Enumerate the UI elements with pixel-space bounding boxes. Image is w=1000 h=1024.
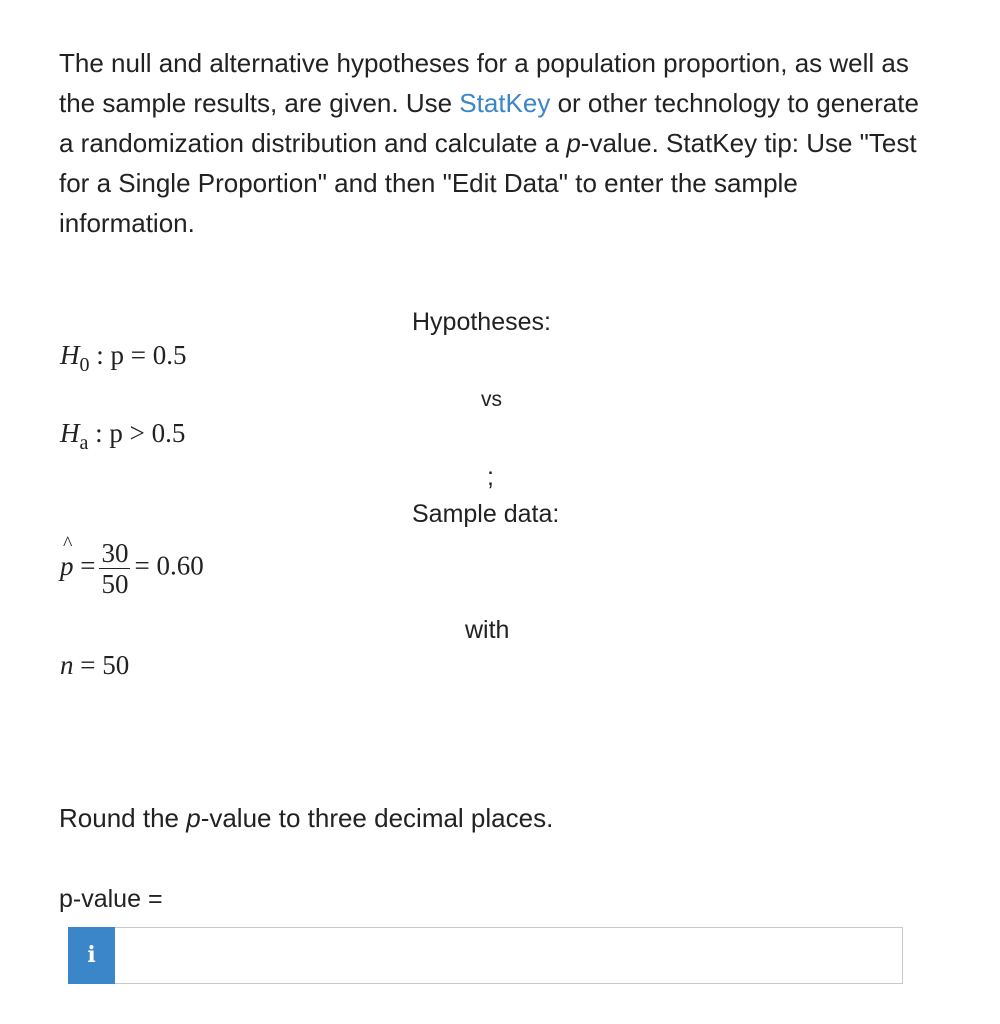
fraction xyxy=(99,538,130,599)
vs-label: vs xyxy=(481,388,502,411)
instruction-text-1: Round the xyxy=(59,803,187,833)
p-hat xyxy=(60,532,74,582)
semicolon: ; xyxy=(487,463,494,491)
ha-relation: : p > 0.5 xyxy=(95,418,186,448)
pvalue-label: p-value = xyxy=(59,885,163,913)
sample-size xyxy=(60,650,129,681)
n-value: = 50 xyxy=(80,650,130,680)
with-label: with xyxy=(465,616,510,644)
phat-result: = 0.60 xyxy=(134,550,204,581)
intro-text-1: The null and alternative hypotheses for a population proportion, as well as the sample results, are given. Use xyxy=(59,48,909,118)
alternative-hypothesis xyxy=(60,418,186,454)
n-var: n xyxy=(60,650,74,680)
statkey-link[interactable]: StatKey xyxy=(459,88,551,118)
hypotheses-label: Hypotheses: xyxy=(412,308,551,336)
rounding-instruction xyxy=(59,803,553,834)
info-icon[interactable]: i xyxy=(68,927,115,984)
intro-text-2: or other technology to generate a randomization distribution and calculate a xyxy=(59,88,919,158)
fraction-numerator: 30 xyxy=(101,538,129,568)
p-hat-var: p xyxy=(60,550,74,581)
null-hypothesis xyxy=(60,340,187,376)
question-intro xyxy=(59,43,939,243)
hat-symbol: ^ xyxy=(63,532,73,555)
intro-text-3: -value. StatKey tip: Use "Test for a Single Proportion" and then "Edit Data" to enter the sample information. xyxy=(59,128,917,238)
h0-symbol: H xyxy=(60,340,80,370)
h0-relation: : p = 0.5 xyxy=(96,340,187,370)
phat-equals: = xyxy=(80,550,96,581)
instruction-text-2: -value to three decimal places. xyxy=(200,803,554,833)
sample-data-label: Sample data: xyxy=(412,500,560,528)
ha-symbol: H xyxy=(60,418,80,448)
pvalue-input[interactable] xyxy=(115,927,903,984)
sample-proportion xyxy=(60,532,204,599)
ha-subscript: a xyxy=(79,432,89,454)
instruction-p-italic: p xyxy=(186,803,201,833)
intro-p-italic: p xyxy=(566,128,581,158)
h0-subscript: 0 xyxy=(79,354,90,376)
fraction-denominator: 50 xyxy=(101,569,129,599)
